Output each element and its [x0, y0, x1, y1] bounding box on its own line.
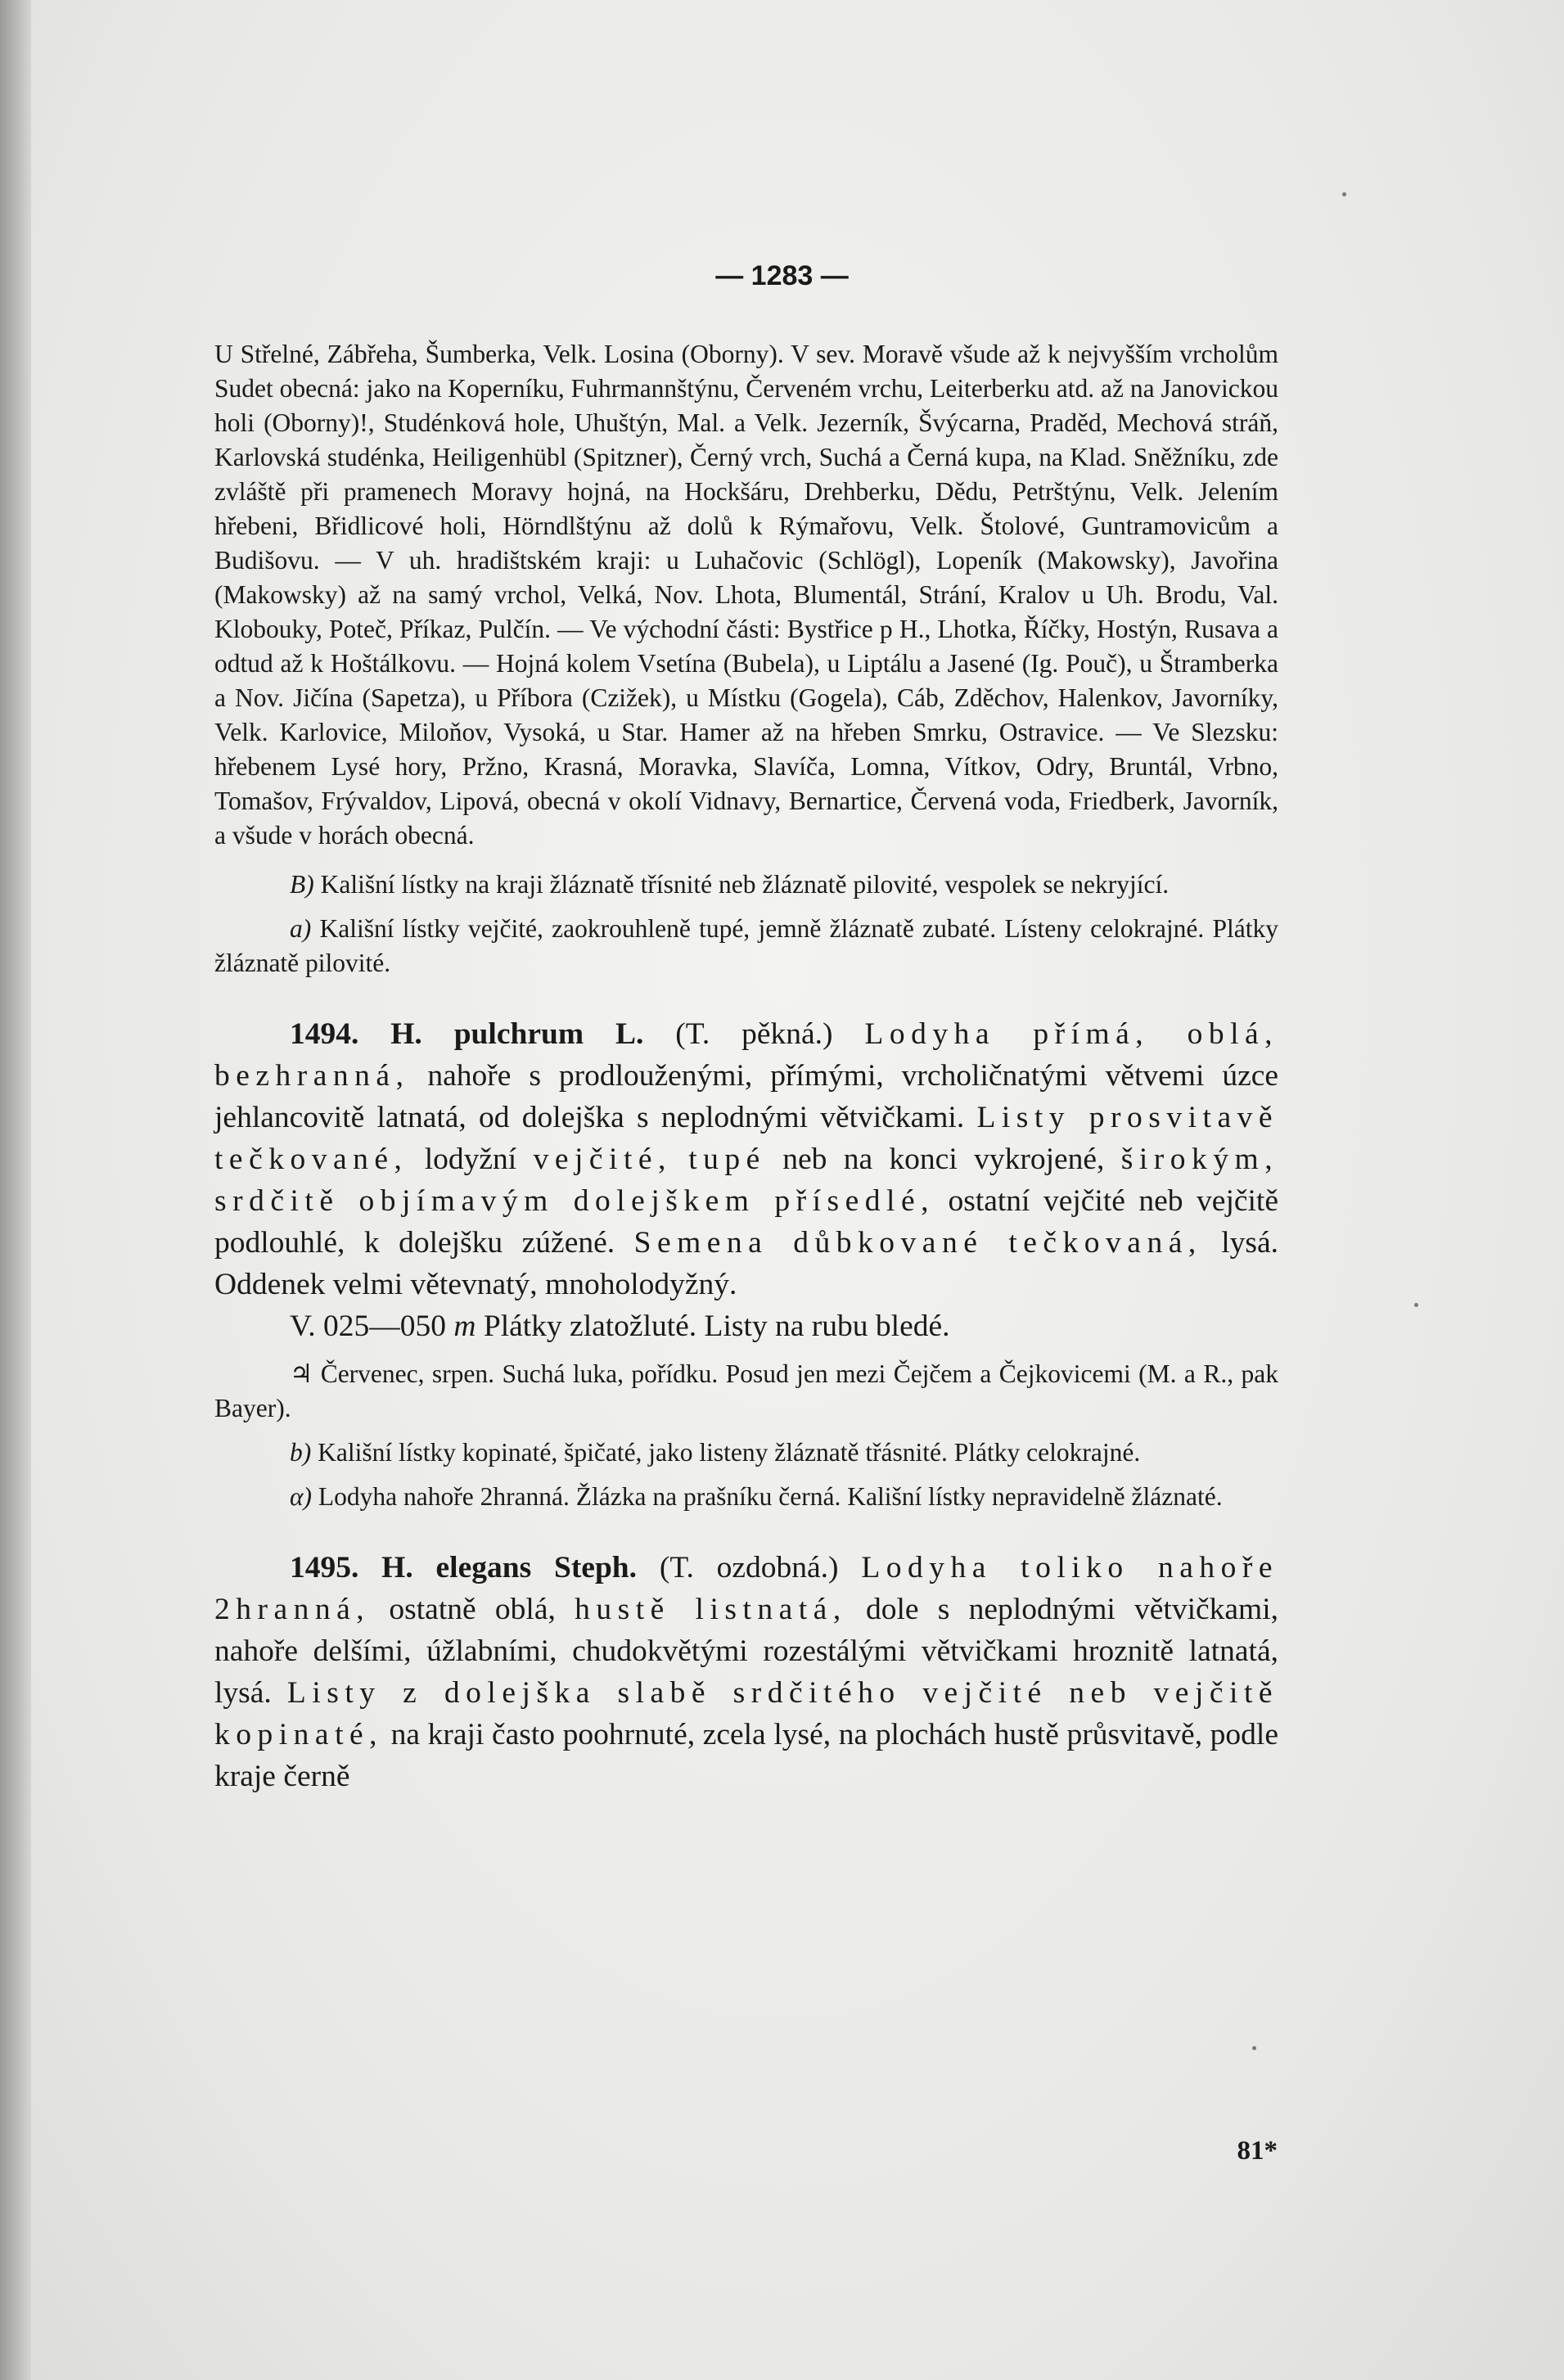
spaced-text: širokým, srdčitě objímavým dolejškem přísedlé,	[214, 1143, 1279, 1218]
paragraph-key-B	[214, 868, 1278, 902]
paragraph-flowering	[214, 1357, 1278, 1426]
key-text: Kališní lístky na kraji žláznatě třísnité neb žláznatě pilovité, vespolek se nekryjící.	[320, 870, 1170, 899]
spaced-text: hustě listnatá,	[575, 1593, 847, 1626]
spaced-text: Listy prosvitavě tečkované,	[214, 1101, 1279, 1176]
signature-mark: 81*	[1237, 2136, 1278, 2166]
spaced-text: Listy z dolejška slabě srdčitého vejčité neb vejčitě kopinaté,	[214, 1676, 1279, 1751]
key-label: α)	[290, 1482, 313, 1511]
flowering-text: Červenec, srpen. Suchá luka, pořídku. Posud jen mezi Čejčem a Čejkovicemi (M. a R., pak Bayer).	[214, 1359, 1278, 1422]
species-1495	[214, 1547, 1278, 1797]
scan-speck	[1414, 1303, 1418, 1307]
spaced-text: Lodyha toliko nahoře 2hranná,	[214, 1551, 1279, 1626]
body-text	[214, 337, 1278, 1797]
page-number: — 1283 —	[715, 260, 849, 291]
size-unit: m	[453, 1309, 476, 1343]
species-number: 1495.	[290, 1551, 359, 1584]
spaced-text: Lodyha přímá, oblá, bezhranná,	[214, 1017, 1279, 1093]
key-text: Kališní lístky vejčité, zaokrouhleně tupé, jemně žláznatě zubaté. Lísteny celokrajné. Plátky žláznatě pilovité.	[214, 914, 1278, 977]
key-text: Kališní lístky kopinaté, špičaté, jako listeny žláznatě třásnité. Plátky celokrajné.	[318, 1438, 1141, 1467]
species-name: H. pulchrum L.	[390, 1017, 644, 1051]
species-text: dole s neplodnými větvičkami, nahoře delšími, úžlabními, chudokvětými rozestálými větvičkami hroznitě latnatá, lysá.	[214, 1593, 1279, 1710]
spaced-text: Semena důbkované tečkovaná,	[633, 1226, 1202, 1260]
species-number: 1494.	[290, 1017, 359, 1051]
spaced-text: tupé	[688, 1143, 766, 1176]
paragraph-localities: U Střelné, Zábřeha, Šumberka, Velk. Losina (Oborny). V sev. Moravě všude až k nejvyšším vrcholům Sudet obecná: jako na Koperníku, Fuhrmannštýnu, Červeném vrchu, Leiterberku atd. až na Janovickou holi (Oborny)!, Studénková hole, Uhuštýn, Mal. a Velk. Jezerník, Švýcarna, Praděd, Mechová stráň, Karlovská studénka, Heiligenhübl (Spitzner), Černý vrch, Suchá a Černá kupa, na Klad. Sněžníku, zde zvláště při pramenech Moravy hojná, na Hockšáru, Drehberku, Dědu, Petrštýnu, Velk. Jelením hřebeni, Břidlicové holi, Hörndlštýnu až dolů k Rýmařovu, Velk. Štolové, Guntramovicům a Budišovu. — V uh. hradištském kraji: u Luhačovic (Schlögl), Lopeník (Makowsky), Javořina (Makowsky) až na samý vrchol, Velká, Nov. Lhota, Blumentál, Strání, Kralov u Uh. Brodu, Val. Klobouky, Poteč, Příkaz, Pulčín. — Ve východní části: Bystřice p H., Lhotka, Říčky, Hostýn, Rusava a odtud až k Hoštálkovu. — Hojná kolem Vsetína (Bubela), u Liptálu a Jasené (Ig. Pouč), u Štramberka a Nov. Jičína (Sapetza), u Příbora (Czižek), u Místku (Gogela), Cáb, Zděchov, Halenkov, Javorníky, Velk. Karlovice, Miloňov, Vysoká, u Star. Hamer až na hřeben Smrku, Ostravice. — Ve Slezsku: hřebenem Lysé hory, Pržno, Krasná, Moravka, Slavíča, Lomna, Vítkov, Odry, Bruntál, Vrbno, Tomašov, Frývaldov, Lipová, obecná v okolí Vidnavy, Bernartice, Červená voda, Friedberk, Javorník, a všude v horách obecná.	[214, 340, 1278, 850]
species-text: na kraji často poohrnuté, zcela lysé, na plochách hustě průsvitavě, podle kraje černě	[214, 1718, 1278, 1793]
species-text: ostatní vejčité neb vejčitě podlouhlé, k dolejšku zúžené.	[214, 1184, 1278, 1260]
species-czech-name: (T. pěkná.)	[675, 1017, 833, 1051]
key-label: b)	[290, 1438, 312, 1467]
key-label: a)	[290, 914, 312, 943]
species-text: lysá. Oddenek velmi větevnatý, mnoholodyžný.	[214, 1226, 1279, 1301]
species-1494	[214, 1013, 1278, 1305]
page-edge-shadow	[0, 0, 31, 2380]
paragraph-key-alpha	[214, 1480, 1278, 1514]
species-czech-name: (T. ozdobná.)	[659, 1551, 839, 1584]
paragraph-key-b	[214, 1436, 1278, 1470]
spaced-text: vejčité,	[533, 1143, 672, 1176]
scan-speck	[1252, 2046, 1256, 2050]
paragraph-key-a	[214, 912, 1278, 980]
species-text: nahoře s prodlouženými, přímými, vrcholičnatými větvemi úzce jehlancovitě latnatá, od dolejška s neplodnými větvičkami.	[214, 1059, 1279, 1134]
key-text: Lodyha nahoře 2hranná. Žlázka na prašníku černá. Kališní lístky nepravidelně žláznaté.	[318, 1482, 1223, 1511]
size-value: V. 025—050	[290, 1309, 446, 1343]
species-size-line	[214, 1305, 1278, 1347]
key-label: B)	[290, 870, 314, 899]
size-rest: Plátky zlatožluté. Listy na rubu bledé.	[483, 1309, 950, 1343]
species-text: neb na konci vykrojené,	[782, 1143, 1105, 1176]
species-name: H. elegans Steph.	[381, 1551, 638, 1584]
perennial-symbol: ♃	[290, 1359, 313, 1388]
scan-speck	[1342, 192, 1346, 196]
species-text: lodyžní	[424, 1143, 517, 1176]
species-text: ostatně oblá,	[389, 1593, 556, 1626]
